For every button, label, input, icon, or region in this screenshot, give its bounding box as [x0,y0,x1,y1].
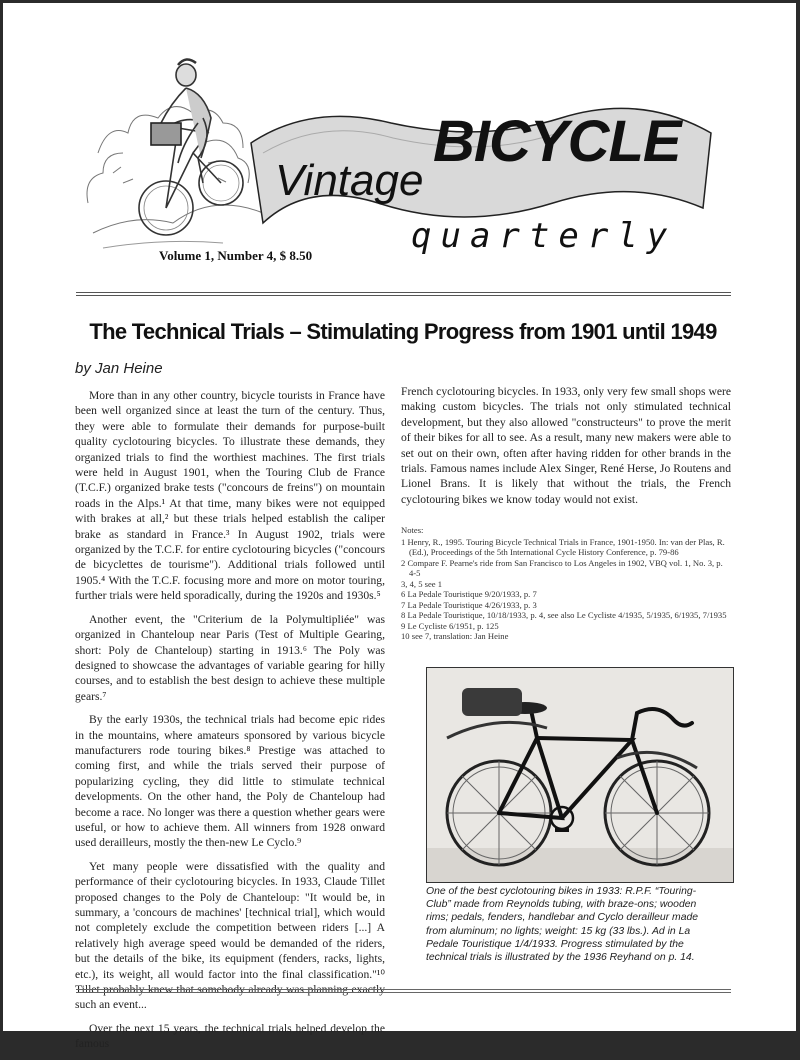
footnote: 3, 4, 5 see 1 [401,578,443,589]
footer-rule-top [76,989,731,990]
paragraph: More than in any other country, bicycle tourists in France have been well organized since at least the turn of the century. Thus, they were able to formulate their demands for purpose-built quality cyclotouring bicycles. To illustrate these demands, they organized trials to find the worthiest machines. The first trials were held in August 1901, when the Touring Club de France (T.C.F.) organized brake tests ("concours de freins") on mountain roads in the Alps.¹ At that time, many bikes were not equipped with brakes at all,² but these trials helped establish the caliper brake as standard in France.³ In August 1902, trials were organized by the T.C.F. for entire cyclotouring bicycles ("concours de bicyclettes de tourisme"). Additional trials followed until 1905.⁴ With the T.C.F. focusing more and more on motor touring, further trials were held sporadically, during the 1920s and 1930s.⁵ [75,389,385,603]
footnote: 1 Henry, R., 1995. Touring Bicycle Technical Trials in France, 1901-1950. In: van der Plas, R. (Ed.), Proceedings of the 5th International Cycle History Conference, p. 79-86 [401,536,725,557]
caption-line: One of the best cyclotouring bikes in 1933: R.P.F. “Touring- [426,886,697,897]
caption-line: Pedale Touristique 1/4/1933. Progress stimulated by the [426,938,684,950]
right-column [401,384,731,515]
footnotes [401,525,731,642]
paragraph: Another event, the "Criterium de la Polymultipliée" was organized in Chanteloup near Paris (Test of Multiple Gearing, short: Poly de Chanteloup) starting in 1913.⁶ The Poly was designed to showcase the advantages of variable gearing for hilly courses, and to establish the best design to achieve these multiple gears.⁷ [75,612,385,703]
header-rule-top [76,292,731,293]
caption-line: from aluminum; no lights; weight: 15 kg (33 lbs.). Ad in La [426,925,691,937]
article-title: The Technical Trials – Stimulating Progress from 1901 until 1949 [89,319,717,344]
footnote: 6 La Pedale Touristique 9/20/1933, p. 7 [401,589,537,599]
paragraph: Over the next 15 years, the technical trials helped develop the famous [75,1021,385,1051]
header-rule-bottom [76,295,731,296]
left-column [75,388,385,1060]
masthead [3,3,796,283]
byline: by Jan Heine [75,360,163,377]
caption-line: Club” made from Reynolds tubing, with braze-ons; wooden [426,899,697,911]
bicycle-photo [426,667,734,883]
paragraph: French cyclotouring bicycles. In 1933, only very few small shops were making custom bicycles. The trials not only stimulated technical development, but they also allowed "constructeurs" to prove the merit of their bikes for all to see. As a result, many new makers were able to set out on their own, often after having ridden for other brands in the trials. Famous names include Alex Singer, René Herse, Jo Routens and Lionel Brans. It is likely that without the trials, the French cyclotouring bikes we know today would not exist. [401,385,731,506]
logo-quarterly: quarterly [411,216,677,256]
paragraph: By the early 1930s, the technical trials had become epic rides in the mountains, where amateurs sponsored by various bicycle manufacturers rode touring bikes.⁸ Prestige was attached to coming first, and while the trials served their purpose of popularizing cycling, they did little to stimulate technical developments. On the other hand, the Poly de Chanteloup had become a race. No longer was there a question whether gears were useful, or how to achieve them. All winners from 1928 onward used derailleurs, mostly the then-new Le Cyclo.⁹ [75,713,385,850]
bicycle-image [427,668,733,882]
footnote: 9 Le Cycliste 6/1951, p. 125 [401,620,499,631]
page [3,3,796,1051]
footnote: 8 La Pedale Touristique, 10/18/1933, p. 4, see also Le Cycliste 4/1935, 5/1935, 6/1935, 7/1935 [401,610,727,620]
notes-heading: Notes: [401,525,424,535]
issue-info: Volume 1, Number 4, $ 8.50 [159,248,313,263]
footnote: 2 Compare F. Pearne's ride from San Francisco to Los Angeles in 1902, VBQ vol. 1, No. 3, p. 4-5 [401,557,723,578]
logo-vintage: Vintage [275,156,424,205]
paragraph: Yet many people were dissatisfied with the quality and performance of their cyclotouring bicycles. In 1933, Claude Tillet proposed changes to the Poly de Chanteloup: "It would be, in summary, a 'concours de machines' [technical trial], which would not completely exclude the competition between riders [...] A relatively high average speed would be demanded of the riders, but the details of the bike, its equipment (fenders, racks, lights, etc.), its weight, all would factor into the final classification."¹⁰ Tillet probably knew that somebody already was planning exactly such an event... [75,859,385,1012]
footnote: 10 see 7, translation: Jan Heine [401,631,509,641]
logo-bicycle: BICYCLE [433,109,681,174]
cyclist-illustration [139,59,243,235]
photo-caption [426,885,736,964]
footnote: 7 La Pedale Touristique 4/26/1933, p. 3 [401,599,537,610]
footer-rule-bottom [76,992,731,993]
caption-line: rims; pedals, fenders, handlebar and Cyclo derailleur made [426,912,699,924]
caption-line: technical trials is illustrated by the 1936 Reyhand on p. 14. [426,952,695,964]
